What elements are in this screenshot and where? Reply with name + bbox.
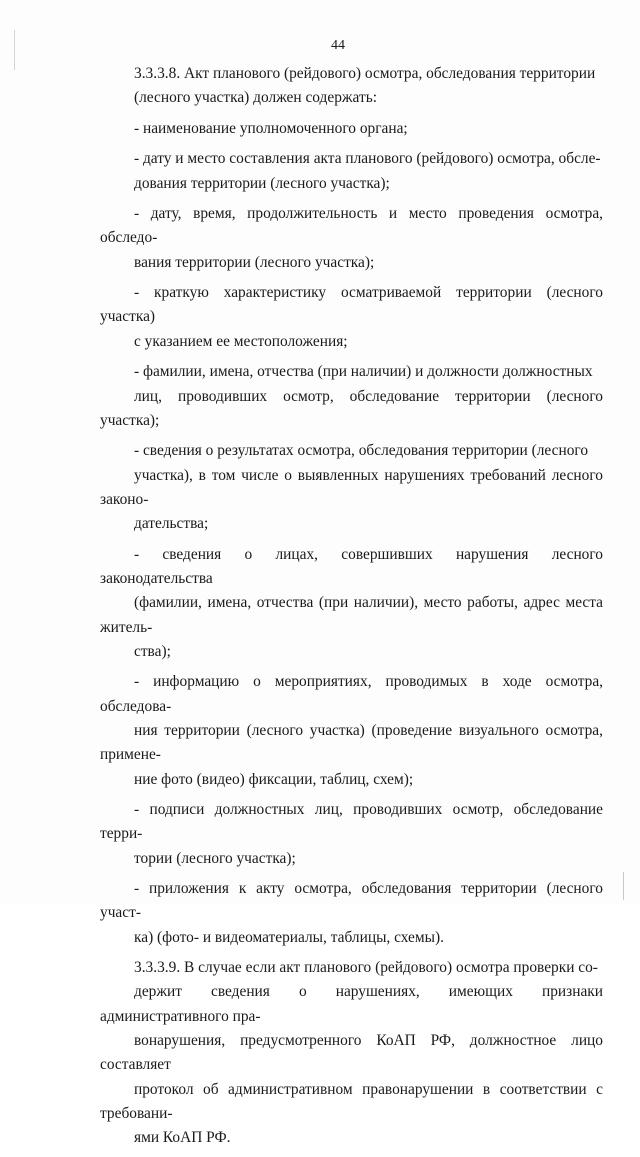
list-item-date-place xyxy=(100,147,603,196)
text-line: протокол об административном правонарушении в соответствии с требовани- xyxy=(100,1080,603,1122)
text-line: ка) (фото- и видеоматериалы, таблицы, схемы). xyxy=(134,928,444,946)
list-item-signatures xyxy=(100,798,603,871)
text-line: - сведения о результатах осмотра, обследования территории (лесного xyxy=(134,442,589,460)
list-item-date-time xyxy=(100,202,603,275)
text-line: тории (лесного участка); xyxy=(134,849,296,867)
list-item-results xyxy=(100,439,603,536)
section-3-3-3-8-intro xyxy=(100,62,603,111)
text-line: - приложения к акту осмотра, обследования территории (лесного участ- xyxy=(100,880,603,922)
text-line: ние фото (видео) фиксации, таблиц, схем); xyxy=(134,770,414,788)
list-item-violators xyxy=(100,543,603,664)
text-line: 3.3.3.8. Акт планового (рейдового) осмотра, обследования территории xyxy=(134,65,596,82)
text-line: дования территории (лесного участка); xyxy=(134,174,390,192)
text-line: вания территории (лесного участка); xyxy=(134,253,375,271)
list-item-characteristic xyxy=(100,281,603,354)
text-line: ния территории (лесного участка) (проведение визуального осмотра, примене- xyxy=(100,721,603,764)
text-line: - дату и место составления акта планового (рейдового) осмотра, обсле- xyxy=(134,150,601,168)
text-line: держит сведения о нарушениях, имеющих признаки административного пра- xyxy=(100,983,603,1025)
text-line: - фамилии, имена, отчества (при наличии) и должности должностных xyxy=(134,363,593,381)
text-line: - сведения о лицах, совершивших нарушения лесного законодательства xyxy=(100,545,603,587)
text-line: 3.3.3.9. В случае если акт планового (рейдового) осмотра проверки со- xyxy=(134,959,598,977)
list-item-attachments xyxy=(100,877,603,950)
text-line: дательства; xyxy=(134,515,209,533)
scan-edge-mark xyxy=(623,872,624,900)
list-item-measures xyxy=(100,670,603,791)
text-line: (лесного участка) должен содержать: xyxy=(134,89,378,107)
text-line: - наименование уполномоченного органа; xyxy=(134,119,408,137)
text-line: участка), в том числе о выявленных нарушениях требований лесного законо- xyxy=(100,466,603,508)
text-line: ства); xyxy=(134,642,171,660)
list-item-officials xyxy=(100,360,603,433)
list-item-organ xyxy=(100,117,603,141)
text-line: лиц, проводивших осмотр, обследование территории (лесного участка); xyxy=(100,387,603,429)
section-3-3-3-9 xyxy=(100,956,603,1150)
page-number: 44 xyxy=(331,38,345,53)
text-line: - подписи должностных лиц, проводивших осмотр, обследование терри- xyxy=(100,801,603,843)
text-line: вонарушения, предусмотренного КоАП РФ, должностное лицо составляет xyxy=(100,1032,603,1074)
text-line: - краткую характеристику осматриваемой территории (лесного участка) xyxy=(100,284,603,326)
text-line: с указанием ее местоположения; xyxy=(134,332,348,350)
text-line: - дату, время, продолжительность и место проведения осмотра, обследо- xyxy=(100,205,603,247)
document-body xyxy=(100,62,603,1157)
text-line: ями КоАП РФ. xyxy=(134,1129,231,1147)
text-line: - информацию о мероприятиях, проводимых в ходе осмотра, обследова- xyxy=(100,673,603,715)
text-line: (фамилии, имена, отчества (при наличии), место работы, адрес места житель- xyxy=(100,594,603,636)
